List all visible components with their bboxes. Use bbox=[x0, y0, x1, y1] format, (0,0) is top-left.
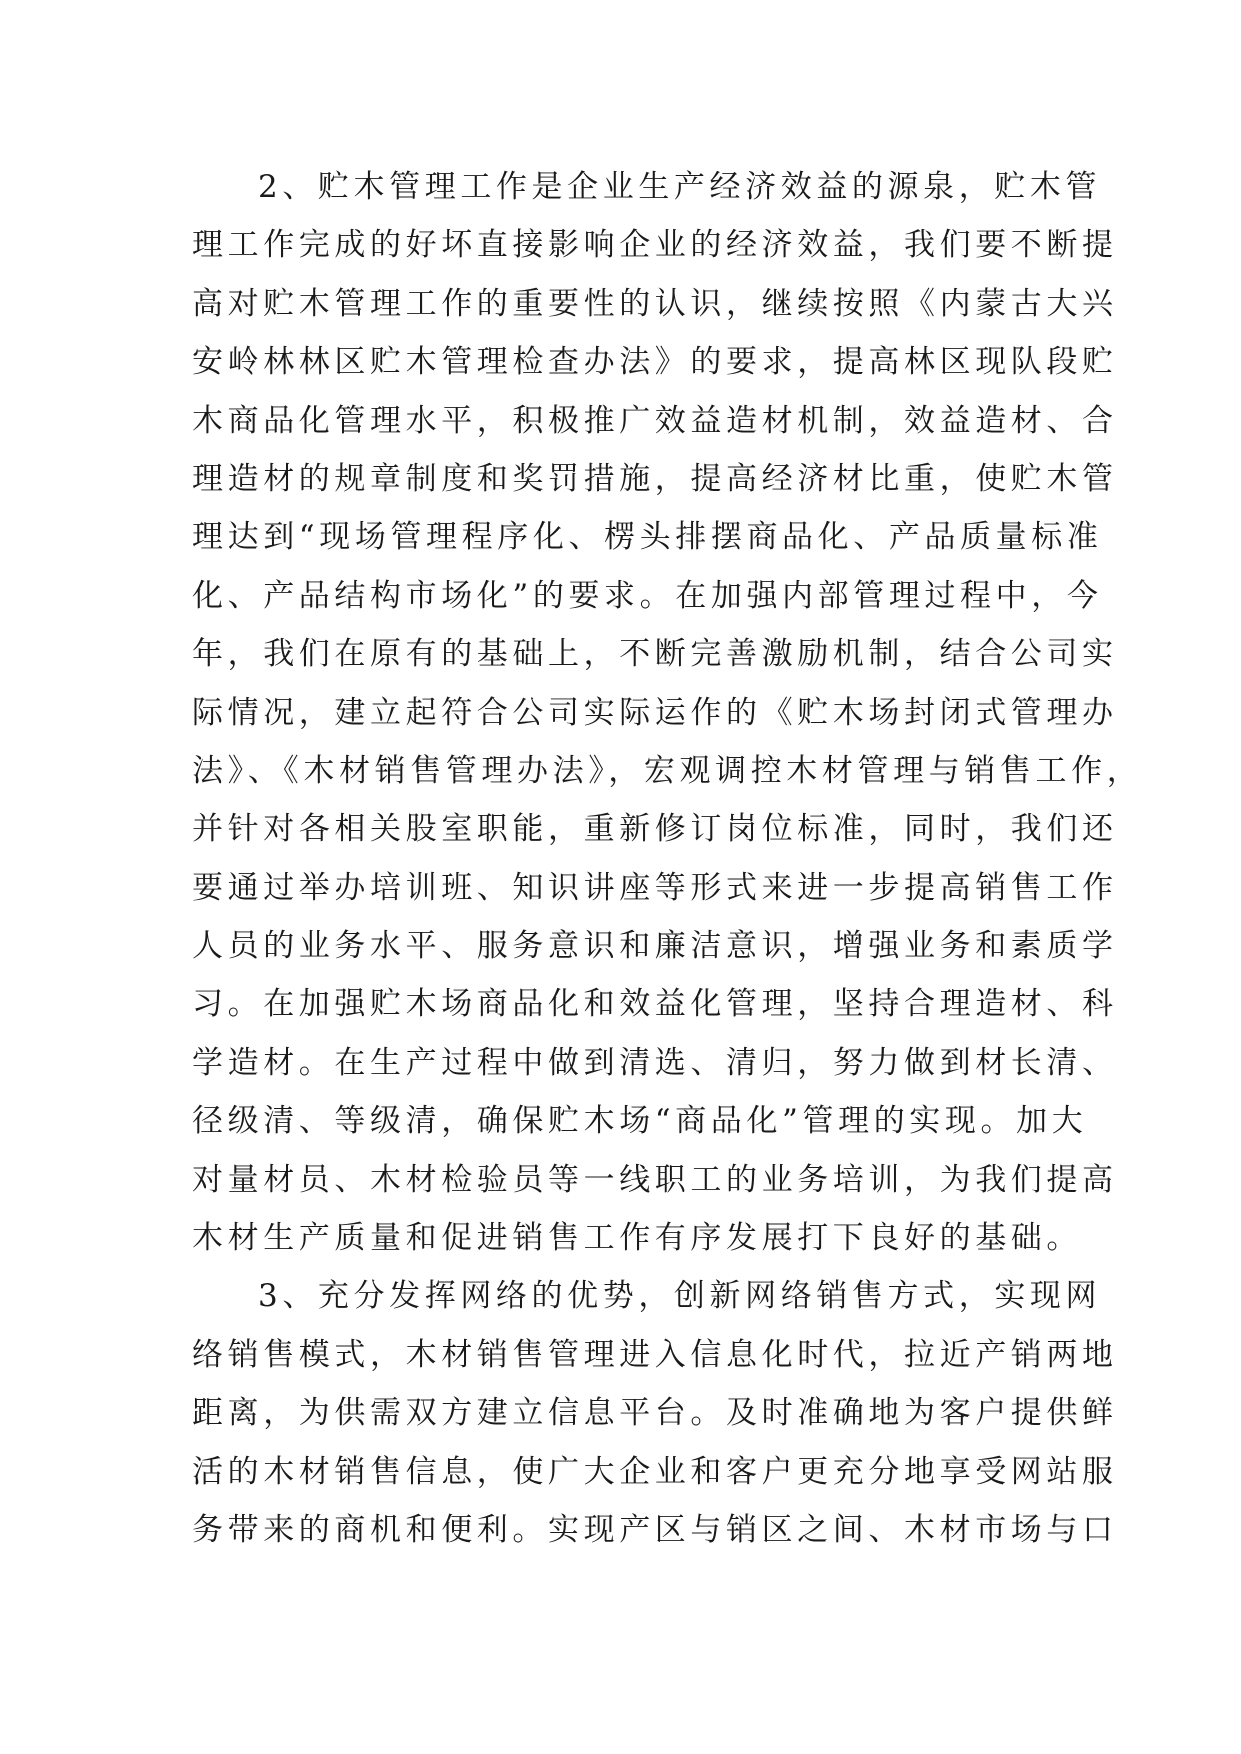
text-line: 对量材员、木材检验员等一线职工的业务培训，为我们提高 bbox=[192, 1161, 1118, 1198]
paragraph-2 bbox=[192, 158, 1143, 1267]
text-line: 要通过举办培训班、知识讲座等形式来进一步提高销售工作 bbox=[192, 869, 1118, 906]
text-line: 木商品化管理水平，积极推广效益造材机制，效益造材、合 bbox=[192, 402, 1118, 439]
text-line: 木材生产质量和促进销售工作有序发展打下良好的基础。 bbox=[192, 1220, 1082, 1257]
text-line: 学造材。在生产过程中做到清选、清归，努力做到材长清、 bbox=[192, 1044, 1118, 1081]
text-line: 距离，为供需双方建立信息平台。及时准确地为客户提供鲜 bbox=[192, 1395, 1118, 1432]
text-line: 高对贮木管理工作的重要性的认识，继续按照《内蒙古大兴 bbox=[192, 285, 1118, 322]
text-line: 3、充分发挥网络的优势，创新网络销售方式，实现网 bbox=[258, 1278, 1102, 1315]
text-line: 并针对各相关股室职能，重新修订岗位标准，同时，我们还 bbox=[192, 811, 1118, 848]
text-line: 理达到“现场管理程序化、楞头排摆商品化、产品质量标准 bbox=[192, 519, 1103, 556]
text-line: 安岭林林区贮木管理检查办法》的要求，提高林区现队段贮 bbox=[192, 344, 1118, 381]
text-line: 年，我们在原有的基础上，不断完善激励机制，结合公司实 bbox=[192, 636, 1118, 673]
text-line: 2、贮木管理工作是企业生产经济效益的源泉，贮木管 bbox=[258, 169, 1102, 205]
text-line: 径级清、等级清，确保贮木场“商品化”管理的实现。加大 bbox=[192, 1103, 1088, 1140]
text-line: 务带来的商机和便利。实现产区与销区之间、木材市场与口 bbox=[192, 1511, 1118, 1548]
text-line: 习。在加强贮木场商品化和效益化管理，坚持合理造材、科 bbox=[192, 986, 1118, 1023]
text-line: 法》、《木材销售管理办法》，宏观调控木材管理与销售工作， bbox=[192, 752, 1143, 789]
paragraph-3 bbox=[192, 1267, 1118, 1559]
text-line: 活的木材销售信息，使广大企业和客户更充分地享受网站服 bbox=[192, 1453, 1118, 1490]
text-line: 际情况，建立起符合公司实际运作的《贮木场封闭式管理办 bbox=[192, 694, 1118, 731]
text-line: 理工作完成的好坏直接影响企业的经济效益，我们要不断提 bbox=[192, 227, 1118, 264]
text-line: 化、产品结构市场化”的要求。在加强内部管理过程中，今 bbox=[192, 577, 1103, 614]
document-body bbox=[192, 158, 1143, 1559]
text-line: 人员的业务水平、服务意识和廉洁意识，增强业务和素质学 bbox=[192, 928, 1118, 965]
text-line: 络销售模式，木材销售管理进入信息化时代，拉近产销两地 bbox=[192, 1336, 1118, 1373]
text-line: 理造材的规章制度和奖罚措施，提高经济材比重，使贮木管 bbox=[192, 460, 1118, 497]
